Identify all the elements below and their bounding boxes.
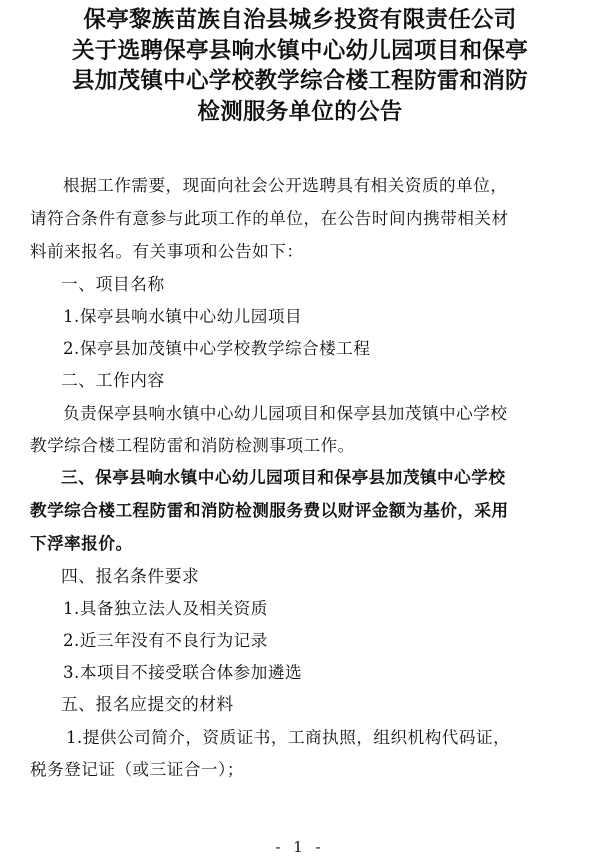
paragraph-line: 负责保亭县响水镇中心幼儿园项目和保亭县加茂镇中心学校 — [63, 404, 508, 423]
list-item: 3.本项目不接受联合体参加遴选 — [63, 663, 303, 682]
list-item: 1.具备独立法人及相关资质 — [63, 599, 268, 618]
paragraph-line: 教学综合楼工程防雷和消防检测服务费以财评金额为基价，采用 — [30, 501, 509, 520]
paragraph-line: 教学综合楼工程防雷和消防检测事项工作。 — [30, 436, 355, 455]
list-item: 2.保亭县加茂镇中心学校教学综合楼工程 — [63, 339, 371, 358]
paragraph-line: 1.提供公司简介，资质证书，工商执照，组织机构代码证， — [66, 728, 511, 747]
page-number: - 1 - — [275, 838, 325, 856]
title-line: 县加茂镇中心学校教学综合楼工程防雷和消防 — [71, 68, 528, 94]
title-line: 检测服务单位的公告 — [197, 98, 403, 125]
section-heading: 一、项目名称 — [61, 274, 165, 294]
list-item: 1.保亭县响水镇中心幼儿园项目 — [63, 307, 303, 326]
intro-line: 料前来报名。有关事项和公告如下： — [30, 242, 304, 261]
intro-line: 请符合条件有意参与此项工作的单位，在公告时间内携带相关材 — [30, 209, 509, 228]
paragraph-line: 税务登记证（或三证合一）； — [30, 760, 244, 779]
section-heading: 四、报名条件要求 — [61, 566, 200, 586]
title-line: 关于选聘保亭县响水镇中心幼儿园项目和保亭 — [71, 37, 528, 64]
section-heading: 五、报名应提交的材料 — [61, 694, 234, 714]
paragraph-line: 三、保亭县响水镇中心幼儿园项目和保亭县加茂镇中心学校 — [61, 468, 506, 487]
intro-line: 根据工作需要，现面向社会公开选聘具有相关资质的单位， — [63, 176, 508, 195]
title-line: 保亭黎族苗族自治县城乡投资有限责任公司 — [83, 7, 517, 33]
document-title — [20, 5, 580, 127]
list-item: 2.近三年没有不良行为记录 — [63, 631, 268, 650]
section-heading: 二、工作内容 — [61, 370, 165, 390]
paragraph-line: 下浮率报价。 — [30, 534, 133, 553]
